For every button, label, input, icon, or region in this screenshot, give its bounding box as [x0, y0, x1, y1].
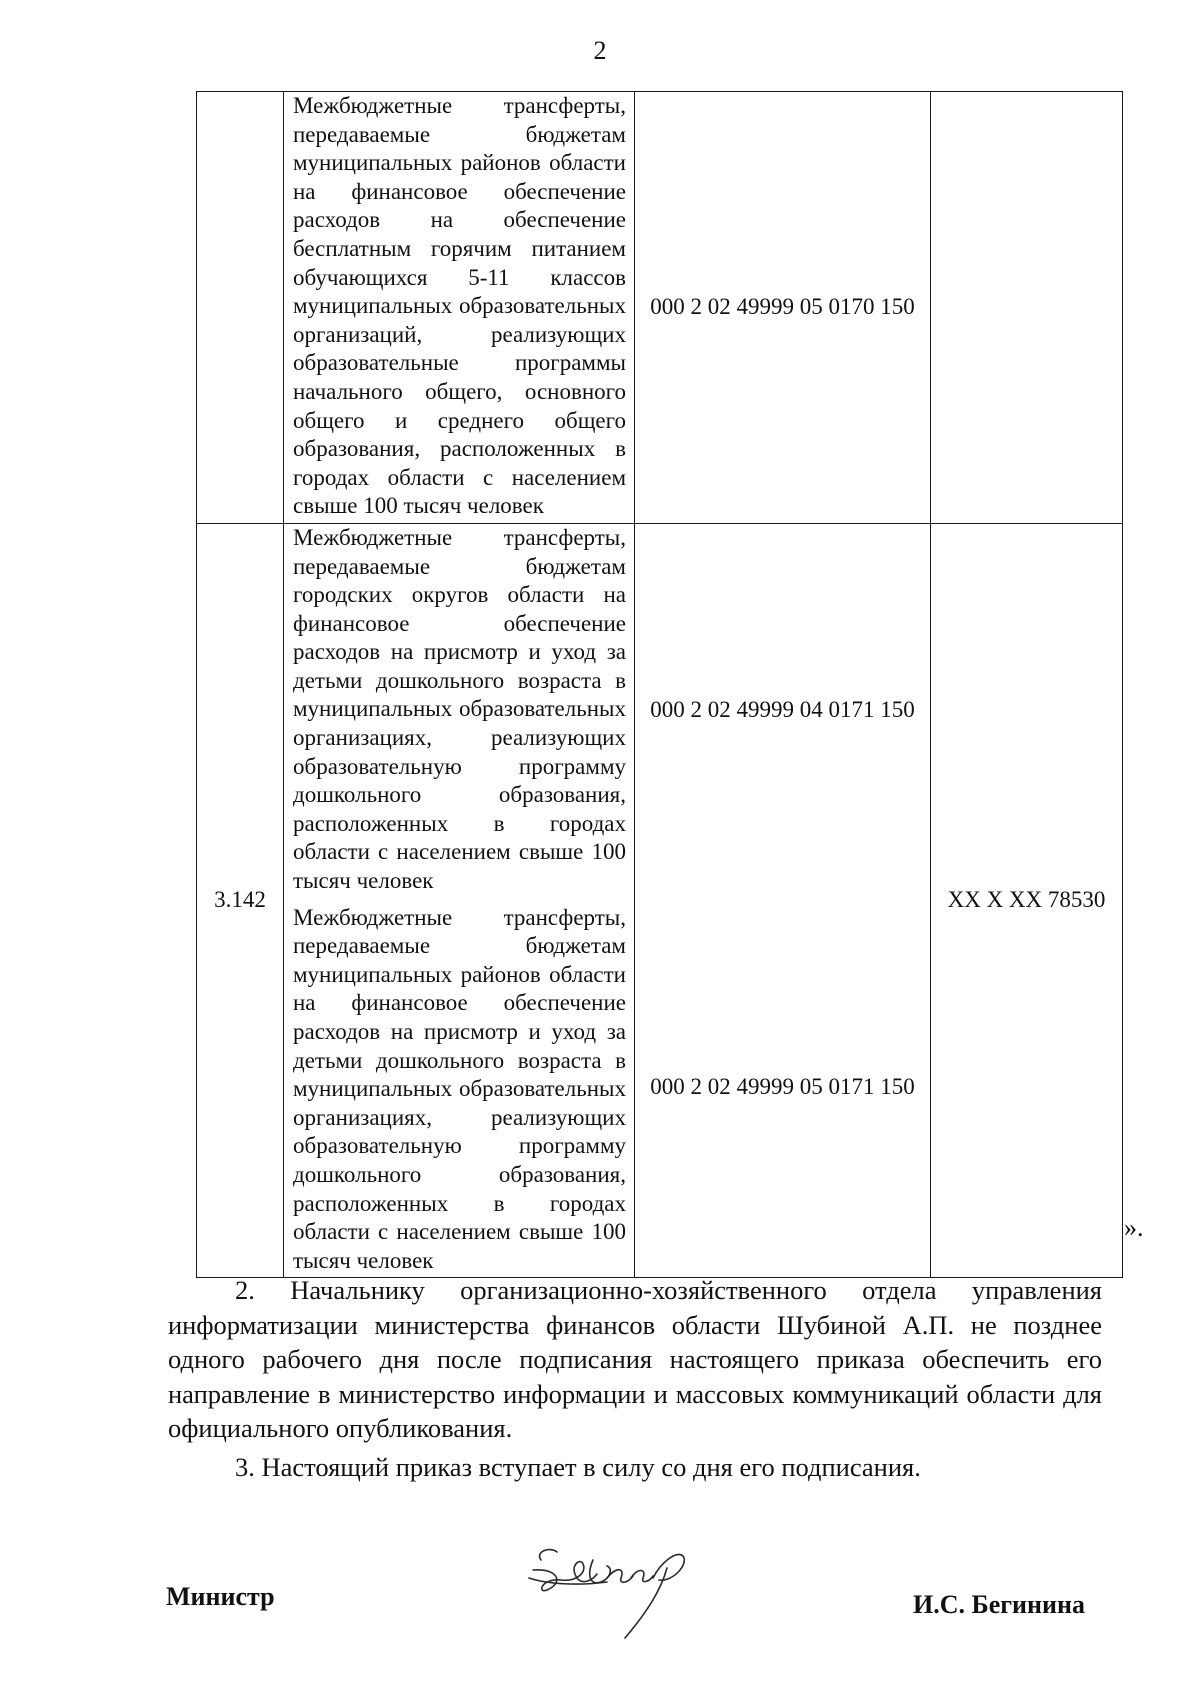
signature-block	[0, 1570, 1200, 1650]
classification-code-cell	[931, 92, 1123, 524]
description-cell	[284, 523, 635, 897]
description-cell	[284, 898, 635, 1278]
paragraph: 2. Начальнику организационно-хозяйственного отдела управления информатизации министерства финансов области Шубиной А.П. не позднее одного рабочего дня после подписания настоящего приказа обеспечить его направление в министерство информации и массовых коммуникаций области для официального опубликования.	[168, 1275, 1102, 1444]
row-number-cell	[197, 92, 284, 524]
table-row	[197, 523, 1123, 897]
budget-classification-table	[196, 91, 1123, 1278]
row-description: Межбюджетные трансферты, передаваемые бюджетам муниципальных районов области на финансовое обеспечение расходов на присмотр и уход за детьми дошкольного возраста в муниципальных образовательных организациях, реализующих образовательную программу дошкольного образования, расположенных в городах области с населением свыше 100 тысяч человек	[293, 904, 626, 1273]
table-row	[197, 92, 1123, 524]
signer-name: И.С. Бегинина	[913, 1590, 1085, 1619]
row-description: Межбюджетные трансферты, передаваемые бюджетам муниципальных районов области на финансовое обеспечение расходов на обеспечение бесплатным горячим питанием обучающихся 5-11 классов муниципальных образовательных организаций, реализующих образовательные программы начального общего, основного общего и среднего общего образования, расположенных в городах области с населением свыше 100 тысяч человек	[293, 93, 626, 519]
page-number: 2	[593, 36, 607, 65]
description-cell	[284, 92, 635, 524]
row-description: Межбюджетные трансферты, передаваемые бюджетам городских округов области на финансовое обеспечение расходов на присмотр и уход за детьми дошкольного возраста в муниципальных образовательных организациях, реализующих образовательную программу дошкольного образования, расположенных в городах области с населением свыше 100 тысяч человек	[293, 524, 626, 894]
order-body	[168, 1273, 1102, 1485]
closing-quote: ».	[1124, 1213, 1144, 1242]
handwritten-signature	[527, 1538, 699, 1646]
income-code-cell: 000 2 02 49999 04 0171 150	[635, 523, 931, 897]
paragraph: 3. Настоящий приказ вступает в силу со дня его подписания.	[235, 1451, 921, 1482]
income-code-cell: 000 2 02 49999 05 0171 150	[635, 898, 931, 1278]
signer-position: Министр	[166, 1582, 275, 1611]
row-number-cell: 3.142	[197, 523, 284, 1277]
income-code-cell: 000 2 02 49999 05 0170 150	[635, 92, 931, 524]
classification-code-cell: XX X XX 78530	[931, 523, 1123, 1277]
